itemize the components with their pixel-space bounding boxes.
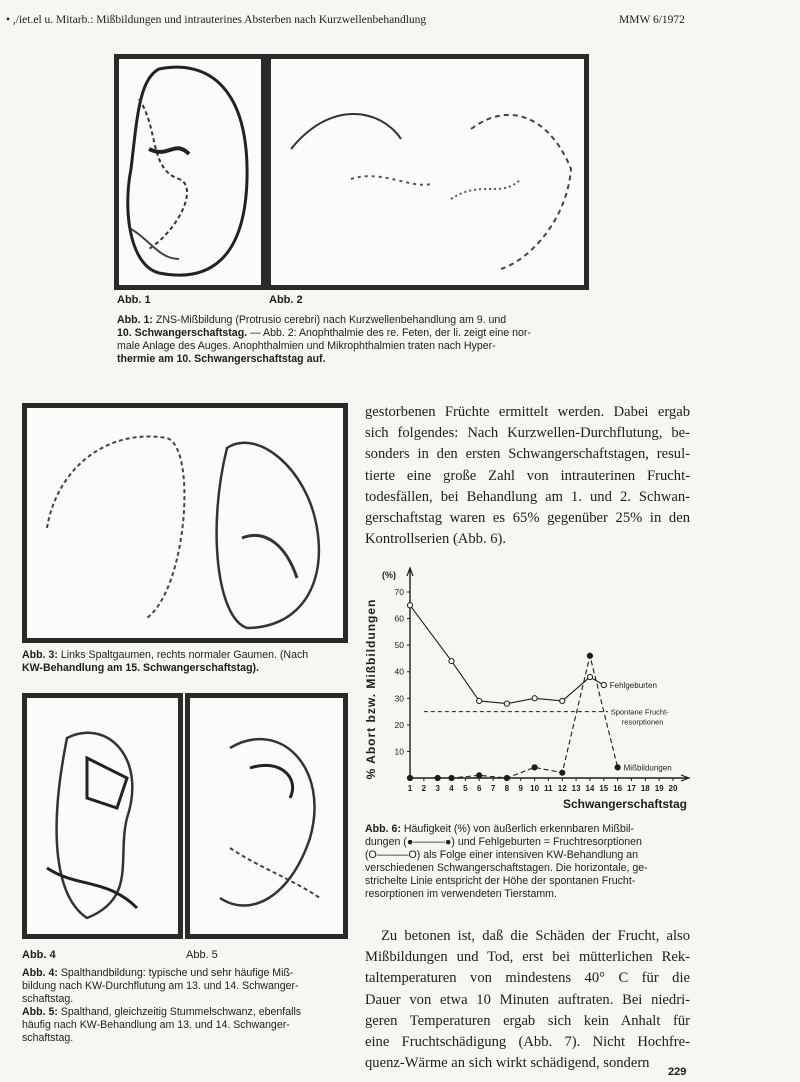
caption-bold-text: thermie am 10. Schwangerschaftstag auf. <box>117 353 326 365</box>
caption-text: bildung nach KW-Durchflutung am 13. und 14. Schwanger- <box>22 980 299 992</box>
text-line: Zu betonen ist, daß die Schäden der Frucht, also <box>381 928 690 944</box>
caption-bold-text: KW-Behandlung am 15. Schwangerschaftstag). <box>22 662 260 674</box>
caption-bold-text: Abb. 5: <box>22 1006 58 1018</box>
y-axis-label: % Abort bzw. Mißbildungen <box>364 598 378 780</box>
data-point <box>477 773 482 778</box>
caption-bold-text: 10. Schwangerschaftstag. <box>117 327 248 339</box>
caption-line <box>365 849 690 862</box>
caption-bold-text: Abb. 3: <box>22 649 58 661</box>
caption-line <box>117 353 597 366</box>
caption-text: Spalthandbildung: typische und sehr häufige Miß- <box>57 967 294 979</box>
y-tick-label: 10 <box>394 746 404 757</box>
y-tick-label: 30 <box>394 693 404 704</box>
text-line: geren Temperaturen ergab sich kein Anhalt für <box>365 1012 690 1029</box>
x-tick-label: 11 <box>544 784 553 793</box>
caption-line <box>117 340 597 353</box>
x-tick-label: 15 <box>599 784 609 793</box>
page-number: 229 <box>668 1066 687 1078</box>
figure-1-photo <box>114 54 266 290</box>
data-point <box>532 696 537 701</box>
figure-6-chart <box>355 560 700 820</box>
series-line-fehlgeburten <box>410 605 604 703</box>
text-line: Dauer von etwa 10 Minuten auftraten. Bei niedri- <box>365 991 690 1008</box>
data-point <box>477 698 482 703</box>
data-point <box>560 770 565 775</box>
caption-text: häufig nach KW-Behandlung am 13. und 14. Schwanger- <box>22 1019 290 1031</box>
x-tick-label: 18 <box>640 784 650 793</box>
body-paragraph-2 <box>365 926 690 1074</box>
data-point <box>532 765 537 770</box>
text-line: Kontrollserien (Abb. 6). <box>365 531 507 548</box>
text-line: tierte eine große Zahl von intrauterinen Frucht- <box>365 467 690 484</box>
caption-bold-text: Abb. 6: <box>365 823 401 835</box>
data-point <box>407 603 412 608</box>
caption-line <box>22 967 352 980</box>
caption-line <box>22 1032 352 1045</box>
data-point <box>504 701 509 706</box>
data-point <box>587 674 592 679</box>
caption-line <box>22 980 352 993</box>
figure-3-photo <box>22 403 348 643</box>
caption-text: resorptionen im verwendeten Tierstamm. <box>365 888 557 900</box>
caption-line <box>365 862 690 875</box>
text-line: sonders in den ersten Schwangerschaftstagen, resul- <box>365 446 690 463</box>
caption-line <box>365 875 690 888</box>
x-tick-label: 6 <box>476 784 482 793</box>
caption-line <box>365 888 690 901</box>
figure-1-label: Abb. 1 <box>117 294 151 306</box>
caption-text: (O———O) als Folge einer intensiven KW-Behandlung an <box>365 849 639 861</box>
data-point <box>560 698 565 703</box>
caption-text: Häufigkeit (%) von äußerlich erkennbaren Mißbil- <box>400 823 635 835</box>
caption-line <box>365 836 690 849</box>
x-tick-label: 7 <box>490 784 496 793</box>
text-line: todesfällen, bei Behandlung am 1. und 2. Schwan- <box>365 488 690 505</box>
caption-text: schaftstag. <box>22 1032 74 1044</box>
data-point <box>449 775 454 780</box>
caption-line <box>117 327 597 340</box>
data-point <box>435 775 440 780</box>
figure-2-label: Abb. 2 <box>269 294 303 306</box>
caption-text: verschiedenen Schwangerschaftstagen. Die horizontale, ge- <box>365 862 648 874</box>
x-tick-label: 12 <box>557 784 567 793</box>
data-point <box>407 775 412 780</box>
x-tick-label: 1 <box>407 784 413 793</box>
x-tick-label: 4 <box>449 784 454 793</box>
x-tick-label: 8 <box>504 784 510 793</box>
caption-bold-text: Abb. 4: <box>22 967 58 979</box>
series-label: Fehlgeburten <box>609 681 657 690</box>
figure-1-2-caption <box>117 314 597 366</box>
series-label: Mißbildungen <box>623 763 672 773</box>
figure-6-caption <box>365 823 690 901</box>
caption-line <box>22 1006 352 1019</box>
data-point <box>587 653 592 658</box>
body-paragraph-1 <box>365 402 690 550</box>
caption-text: — Abb. 2: Anophthalmie des re. Feten, der li. zeigt eine nor- <box>247 327 531 339</box>
caption-line <box>22 993 352 1006</box>
caption-line <box>22 1019 352 1032</box>
reference-label: Spontane Frucht- <box>610 707 669 717</box>
caption-text: Spalthand, gleichzeitig Stummelschwanz, ebenfalls <box>57 1006 302 1018</box>
figure-5-photo <box>185 693 348 939</box>
caption-text: schaftstag. <box>22 993 74 1005</box>
text-line: eine Fruchtschädigung (Abb. 7). Nicht Hochfre- <box>365 1034 690 1051</box>
figure-5-label: Abb. 5 <box>186 949 218 961</box>
text-line: Mißbildungen und Tod, erst bei mütterlichen Rek- <box>365 949 690 966</box>
figure-3-caption <box>22 649 352 675</box>
running-header-left: • ,/iet.el u. Mitarb.: Mißbildungen und intrauterines Absterben nach Kurzwellenbehandlung <box>6 14 427 26</box>
caption-text: strichelte Linie entspricht der Höhe der spontanen Frucht- <box>365 875 636 887</box>
caption-line <box>22 662 352 675</box>
text-line: gerschaftstag waren es 65% gegenüber 25% in den <box>365 510 690 527</box>
caption-text: dungen (●———●) und Fehlgeburten = Fruchtresorptionen <box>365 836 642 848</box>
data-point <box>449 658 454 663</box>
y-tick-label: 60 <box>394 613 404 624</box>
x-axis-label: Schwangerschaftstag <box>562 797 687 811</box>
figure-4-5-caption <box>22 967 352 1045</box>
series-line-missbildungen <box>410 656 618 778</box>
caption-bold-text: Abb. 1: <box>117 314 153 326</box>
caption-text: ZNS-Mißbildung (Protrusio cerebri) nach Kurzwellenbehandlung am 9. und <box>152 314 507 326</box>
x-tick-label: 13 <box>571 784 581 793</box>
x-tick-label: 9 <box>518 784 523 793</box>
y-tick-label: 70 <box>394 587 404 597</box>
data-point <box>504 775 509 780</box>
x-tick-label: 17 <box>627 784 636 793</box>
x-tick-label: 16 <box>613 784 623 793</box>
figure-4-photo <box>22 693 183 939</box>
y-tick-label: 20 <box>394 719 404 730</box>
caption-text: male Anlage des Auges. Anophthalmien und Mikrophthalmien traten nach Hyper- <box>117 340 496 352</box>
data-point <box>615 765 620 770</box>
running-header-right: MMW 6/1972 <box>619 14 685 26</box>
y-tick-label: 50 <box>394 640 404 651</box>
caption-text: Links Spaltgaumen, rechts normaler Gaumen. (Nach <box>57 649 309 661</box>
x-tick-label: 14 <box>585 784 595 793</box>
y-unit-label: (%) <box>382 570 396 580</box>
text-line: taltemperaturen von mindestens 40° C für die <box>365 970 690 987</box>
text-line: gestorbenen Früchte ermittelt werden. Dabei ergab <box>365 404 690 420</box>
data-point <box>601 682 606 687</box>
x-tick-label: 5 <box>463 784 468 793</box>
x-tick-label: 19 <box>654 784 664 793</box>
y-tick-label: 40 <box>394 666 404 677</box>
caption-line <box>117 314 597 327</box>
x-tick-label: 10 <box>530 784 540 793</box>
figure-2-photo <box>266 54 589 290</box>
text-line: quenz-Wärme an sich wirkt schädigend, sondern <box>365 1055 650 1072</box>
x-tick-label: 20 <box>668 784 678 793</box>
x-tick-label: 3 <box>435 784 440 793</box>
caption-line <box>22 649 352 662</box>
figure-4-label: Abb. 4 <box>22 949 56 961</box>
reference-label: resorptionen <box>621 717 664 727</box>
x-tick-label: 2 <box>421 784 427 793</box>
caption-line <box>365 823 690 836</box>
text-line: sich folgendes: Nach Kurzwellen-Durchflutung, be- <box>365 425 690 442</box>
